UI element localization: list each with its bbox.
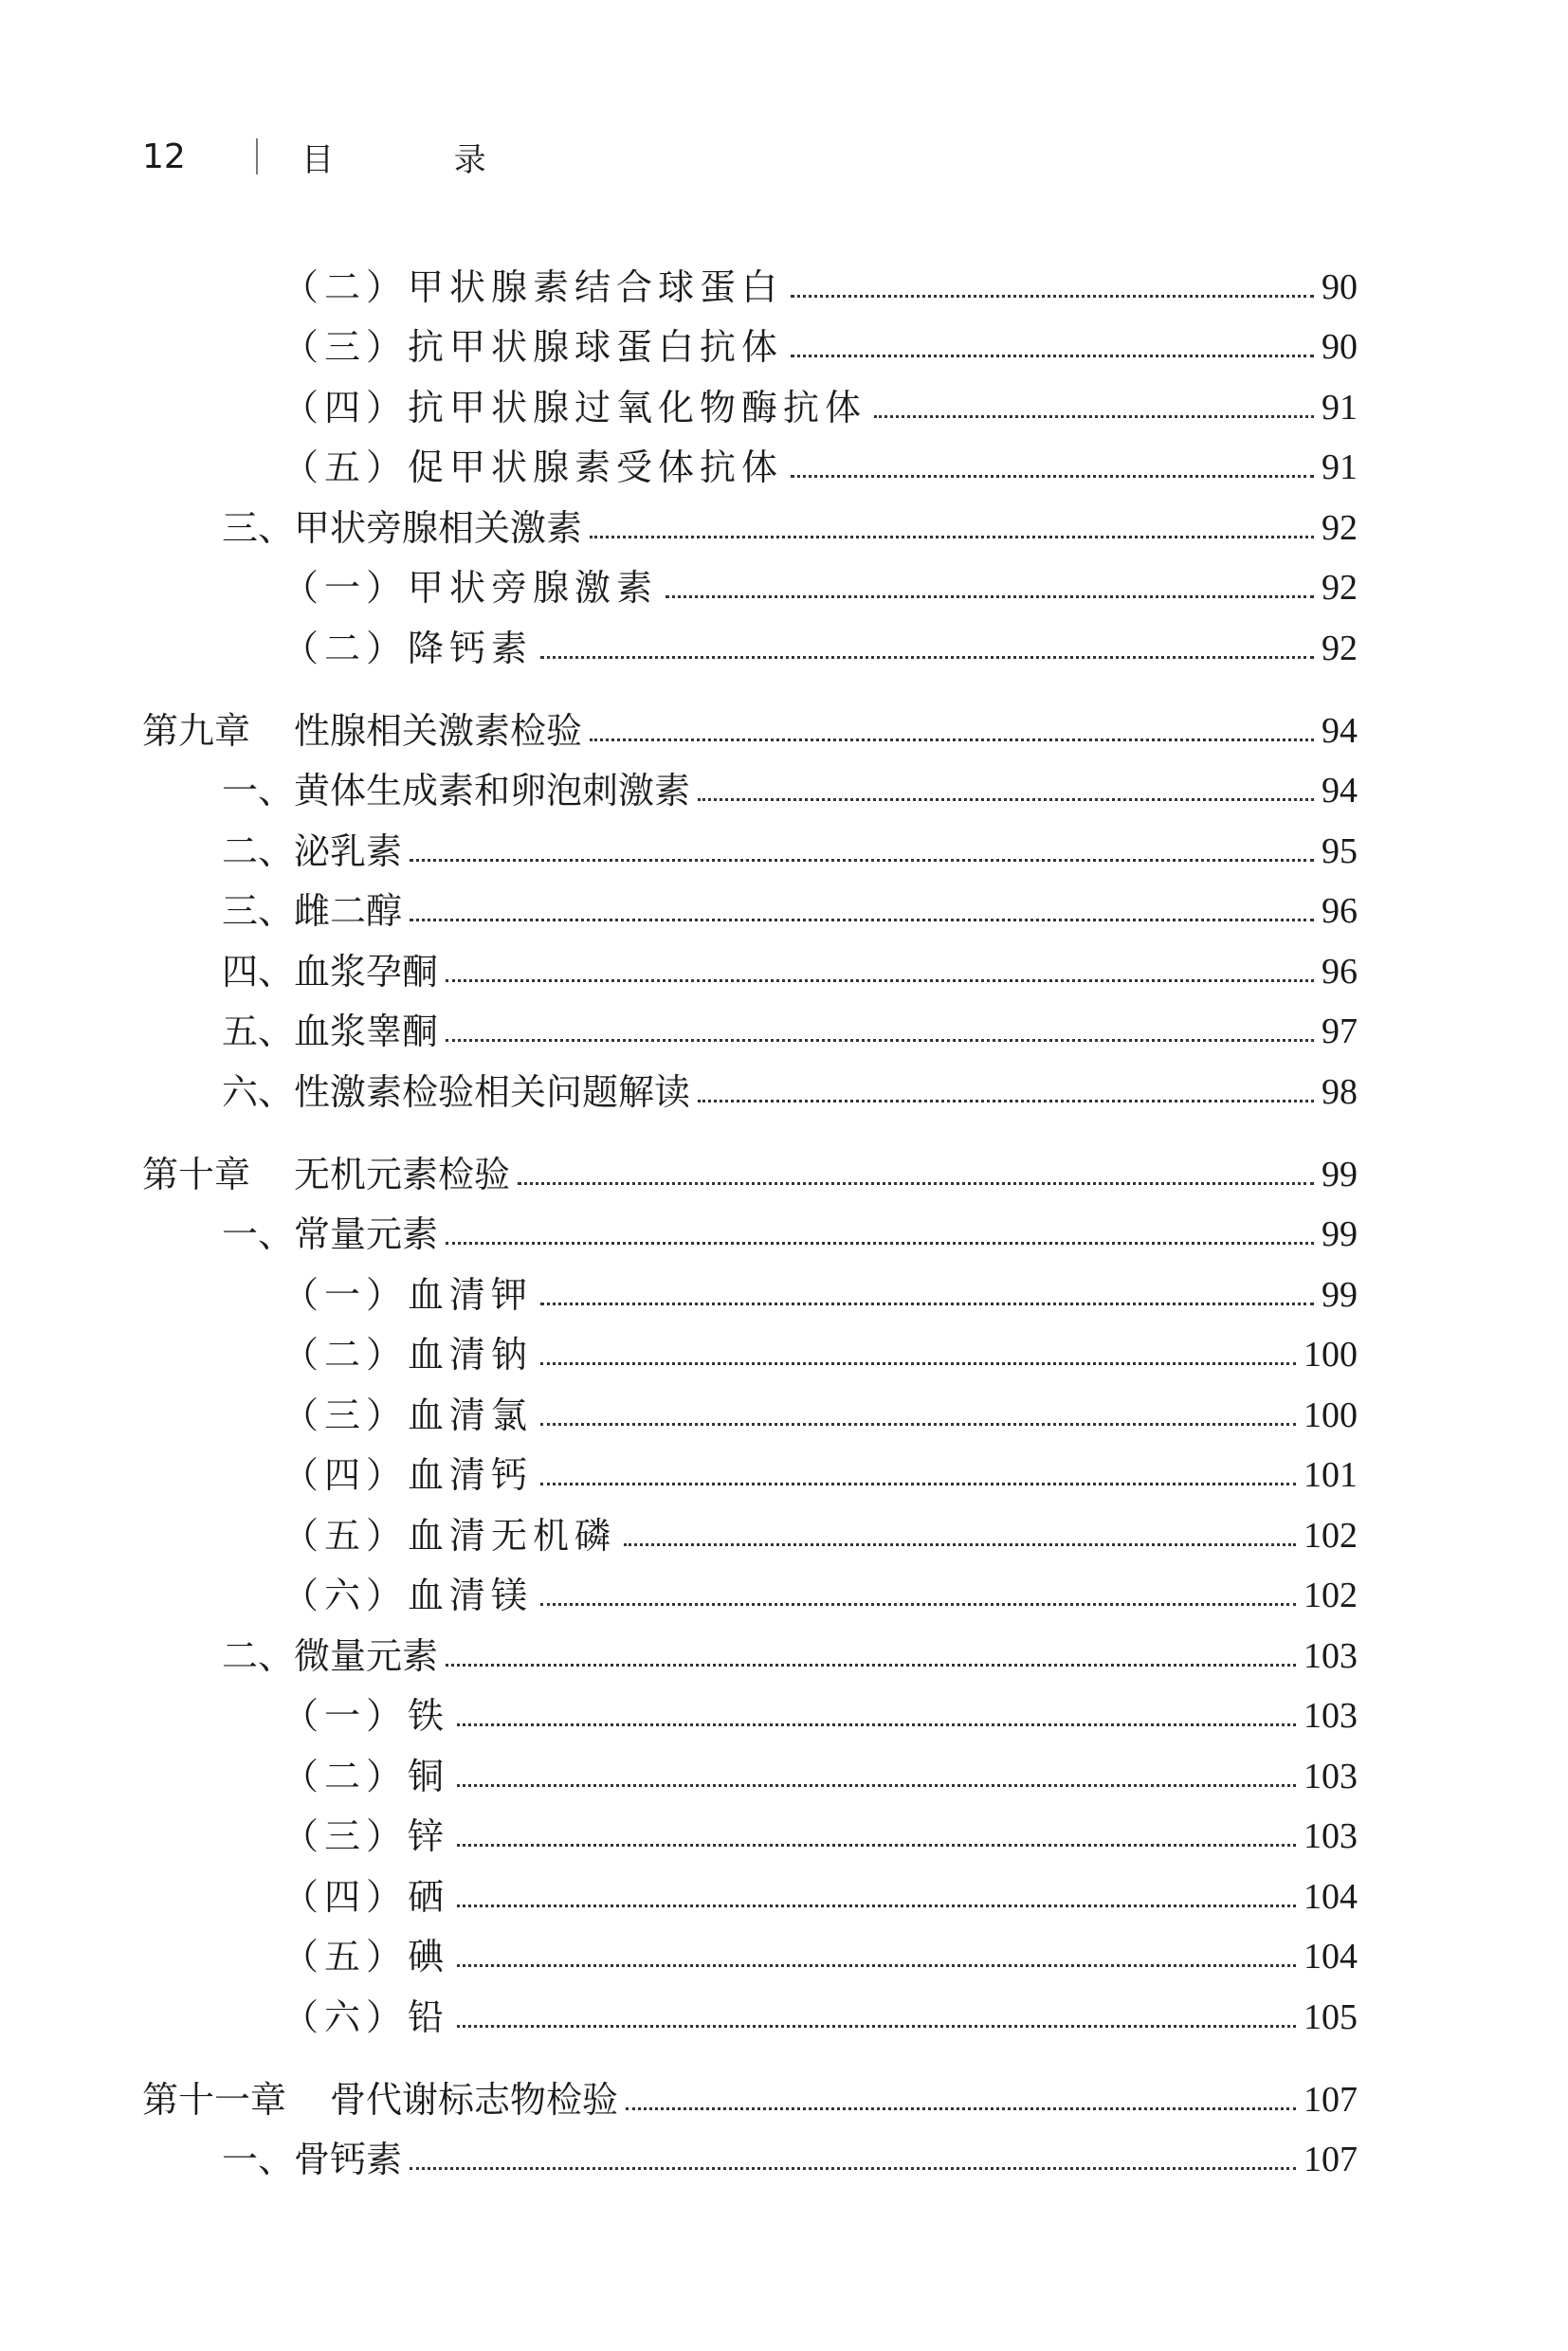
- toc-entry-title: （三）锌: [283, 1815, 450, 1857]
- toc-entry-sub[interactable]: [142, 1559, 1358, 1620]
- dot-leader: [410, 2166, 1296, 2170]
- toc-entry-sub[interactable]: [142, 371, 1358, 431]
- toc-entry-sub[interactable]: [142, 1499, 1358, 1559]
- toc-page-number: 100: [1304, 1335, 1358, 1375]
- toc-page-number: 99: [1322, 1274, 1358, 1315]
- toc-page-number: 104: [1304, 1876, 1358, 1917]
- toc-entry-title: （五）促甲状腺素受体抗体: [283, 447, 784, 488]
- dot-leader: [874, 414, 1314, 418]
- dot-leader: [457, 1963, 1296, 1967]
- toc-page-number: 97: [1322, 1011, 1358, 1051]
- toc-page-number: 92: [1322, 507, 1358, 548]
- dot-leader: [540, 655, 1314, 659]
- dot-leader: [446, 1241, 1314, 1245]
- toc-entry-sub[interactable]: [142, 1800, 1358, 1861]
- toc-entry-sec[interactable]: [142, 755, 1358, 815]
- toc-entry-title: （六）血清镁: [283, 1575, 534, 1616]
- toc-page-number: 100: [1304, 1394, 1358, 1435]
- toc-page-number: 95: [1322, 830, 1358, 871]
- toc-entry-sub[interactable]: [142, 1680, 1358, 1740]
- toc-entry-sec[interactable]: [142, 875, 1358, 936]
- dot-leader: [540, 1482, 1296, 1485]
- dot-leader: [410, 858, 1314, 862]
- toc-page-number: 92: [1322, 628, 1358, 668]
- toc-entry-sec[interactable]: [142, 491, 1358, 552]
- toc-page-number: 107: [1304, 2140, 1358, 2179]
- toc-entry-sec[interactable]: [142, 1619, 1358, 1680]
- toc-entry-title: 一、骨钙素: [222, 2139, 403, 2180]
- toc-entry-title: （一）铁: [283, 1695, 450, 1737]
- toc-entry-title: [142, 1153, 511, 1198]
- toc-page-number: 103: [1304, 1756, 1358, 1796]
- dot-leader: [698, 797, 1314, 801]
- toc-page-number: 107: [1304, 2079, 1358, 2120]
- page-header: [142, 128, 541, 185]
- dot-leader: [540, 1602, 1296, 1606]
- toc-entry-title: [142, 2078, 619, 2123]
- dot-leader: [457, 1843, 1296, 1847]
- toc-entry-title: （三）抗甲状腺球蛋白抗体: [283, 326, 784, 368]
- toc-entry-sub[interactable]: [142, 1740, 1358, 1800]
- toc-entry-sub[interactable]: [142, 250, 1358, 311]
- toc-entry-sub[interactable]: [142, 1860, 1358, 1921]
- toc-entry-sub[interactable]: [142, 1258, 1358, 1319]
- toc-page-number: 94: [1322, 771, 1358, 811]
- dot-leader: [590, 535, 1314, 538]
- dot-leader: [410, 918, 1314, 921]
- toc-entry-title: （五）碘: [283, 1936, 450, 1977]
- dot-leader: [540, 1302, 1314, 1305]
- toc-entry-title: 二、微量元素: [222, 1634, 439, 1677]
- dot-leader: [457, 1783, 1296, 1787]
- toc-entry-title: 四、血浆孕酮: [222, 950, 439, 993]
- toc-entry-sub[interactable]: [142, 1439, 1358, 1500]
- toc-page-number: 99: [1322, 1154, 1358, 1194]
- toc-page-number: 103: [1304, 1696, 1358, 1736]
- dot-leader: [446, 978, 1314, 982]
- chapter-title: 无机元素检验: [294, 1153, 511, 1195]
- toc-entry-sec[interactable]: [142, 995, 1358, 1056]
- chapter-number: 第九章: [142, 709, 251, 752]
- toc-entry-sub[interactable]: [142, 1378, 1358, 1439]
- section-title: 目 录: [301, 140, 541, 179]
- toc-page-number: 104: [1304, 1937, 1358, 1977]
- toc-page-number: 103: [1304, 1635, 1358, 1676]
- toc-entry-title: （一）甲状旁腺激素: [283, 567, 659, 609]
- toc-page-number: 91: [1322, 447, 1358, 487]
- toc-entry-sec[interactable]: [142, 814, 1358, 875]
- toc-entry-chapter[interactable]: [142, 2063, 1358, 2123]
- toc-entry-title: 一、常量元素: [222, 1213, 439, 1255]
- toc-page-number: 102: [1304, 1576, 1358, 1615]
- toc-entry-chapter[interactable]: [142, 694, 1358, 755]
- toc-entry-sub[interactable]: [142, 1921, 1358, 1981]
- dot-leader: [457, 1904, 1296, 1907]
- chapter-title: 骨代谢标志物检验: [330, 2078, 619, 2121]
- dot-leader: [698, 1099, 1314, 1103]
- toc-entry-sub[interactable]: [142, 1319, 1358, 1379]
- toc-page-number: 96: [1322, 951, 1358, 992]
- toc-page-number: 105: [1304, 1996, 1358, 2037]
- toc-entry-title: （四）硒: [283, 1875, 450, 1918]
- dot-leader: [624, 1542, 1296, 1546]
- dot-leader: [457, 1722, 1296, 1726]
- dot-leader: [626, 2106, 1296, 2110]
- dot-leader: [518, 1181, 1314, 1185]
- chapter-number: 第十一章: [142, 2078, 287, 2121]
- toc-page-number: 96: [1322, 891, 1358, 931]
- toc-page-number: 90: [1322, 266, 1358, 307]
- toc-page-number: 91: [1322, 387, 1358, 428]
- toc-page-number: 103: [1304, 1816, 1358, 1856]
- table-of-contents: [142, 250, 1358, 2183]
- toc-entry-title: 三、雌二醇: [222, 890, 403, 932]
- toc-entry-title: （四）血清钙: [283, 1454, 534, 1496]
- dot-leader: [791, 474, 1314, 478]
- toc-entry-title: 六、性激素检验相关问题解读: [222, 1070, 691, 1113]
- toc-page-number: 98: [1322, 1071, 1358, 1112]
- page-number: 12: [142, 137, 186, 176]
- toc-entry-title: （二）铜: [283, 1755, 450, 1797]
- toc-entry-sub[interactable]: [142, 611, 1358, 672]
- toc-entry-sub[interactable]: [142, 1980, 1358, 2041]
- toc-entry-title: （六）铅: [283, 1996, 450, 2038]
- dot-leader: [457, 2024, 1296, 2028]
- dot-leader: [446, 1663, 1296, 1667]
- toc-page-number: 102: [1304, 1515, 1358, 1556]
- toc-entry-title: [142, 709, 583, 755]
- toc-entry-title: 二、泌乳素: [222, 829, 403, 872]
- chapter-title: 性腺相关激素检验: [294, 709, 583, 752]
- toc-entry-sub[interactable]: [142, 431, 1358, 492]
- toc-entry-sec[interactable]: [142, 935, 1358, 995]
- dot-leader: [446, 1038, 1314, 1042]
- toc-entry-title: （五）血清无机磷: [283, 1514, 617, 1557]
- toc-entry-sec[interactable]: [142, 2123, 1358, 2184]
- toc-entry-title: 五、血浆睾酮: [222, 1011, 439, 1052]
- dot-leader: [665, 594, 1314, 598]
- toc-page-number: 90: [1322, 327, 1358, 367]
- toc-entry-sub[interactable]: [142, 552, 1358, 612]
- toc-entry-title: （二）降钙素: [283, 627, 534, 669]
- toc-entry-sec[interactable]: [142, 1055, 1358, 1116]
- chapter-number: 第十章: [142, 1153, 251, 1195]
- toc-entry-sub[interactable]: [142, 311, 1358, 372]
- dot-leader: [540, 1422, 1296, 1426]
- header-divider: [256, 138, 258, 174]
- dot-leader: [791, 294, 1314, 298]
- toc-entry-title: （二）甲状腺素结合球蛋白: [283, 265, 784, 308]
- toc-entry-title: （二）血清钠: [283, 1334, 534, 1376]
- toc-entry-title: 一、黄体生成素和卵泡刺激素: [222, 770, 691, 811]
- toc-entry-title: （一）血清钾: [283, 1273, 534, 1316]
- dot-leader: [540, 1361, 1296, 1365]
- toc-entry-title: （四）抗甲状腺过氧化物酶抗体: [283, 386, 867, 428]
- toc-page-number: 101: [1304, 1455, 1358, 1495]
- dot-leader: [791, 354, 1314, 357]
- toc-page-number: 94: [1322, 710, 1358, 751]
- toc-entry-title: 三、甲状旁腺相关激素: [222, 506, 583, 549]
- toc-entry-chapter[interactable]: [142, 1138, 1358, 1198]
- toc-page-number: 99: [1322, 1214, 1358, 1254]
- toc-entry-sec[interactable]: [142, 1198, 1358, 1259]
- dot-leader: [590, 738, 1314, 741]
- toc-entry-title: （三）血清氯: [283, 1394, 534, 1436]
- toc-page-number: 92: [1322, 568, 1358, 608]
